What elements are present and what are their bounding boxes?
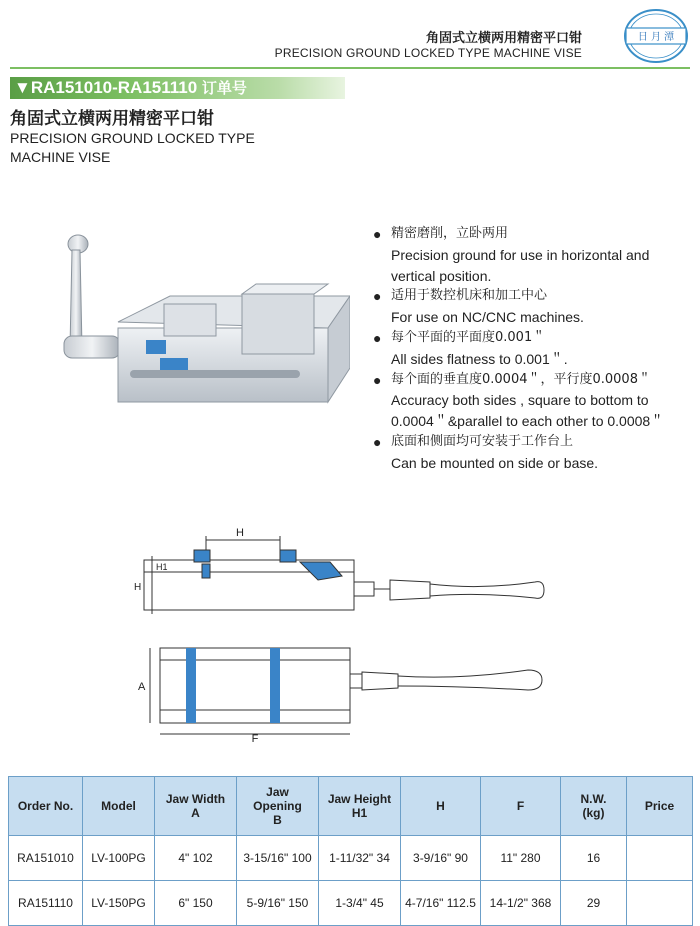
col-header-price: Price — [627, 777, 693, 836]
order-range-bar — [10, 77, 345, 99]
header-divider — [10, 67, 690, 69]
feature-item — [373, 224, 693, 286]
bullet-icon: ● — [373, 371, 382, 388]
bullet-icon: ● — [373, 226, 382, 242]
feature-cn: 每个平面的平面度0.001＂ — [391, 329, 546, 345]
cell-order-no: RA151110 — [9, 881, 83, 926]
feature-en: Can be mounted on side or base. — [391, 454, 599, 471]
table-header-row — [9, 777, 693, 836]
feature-list — [373, 224, 693, 474]
cell-jaw-width: 6" 150 — [155, 881, 237, 926]
cell-order-no: RA151010 — [9, 836, 83, 881]
feature-item — [373, 370, 693, 432]
cell-h: 4-7/16" 112.5 — [401, 881, 481, 926]
feature-en: For use on NC/CNC machines. — [391, 309, 584, 326]
cell-jaw-opening: 3-15/16" 100 — [237, 836, 319, 881]
order-suffix: 订单号 — [201, 79, 247, 97]
cell-jaw-width: 4" 102 — [155, 836, 237, 881]
cell-price — [627, 881, 693, 926]
cell-nw: 29 — [561, 881, 627, 926]
cell-jaw-opening: 5-9/16" 150 — [237, 881, 319, 926]
bullet-icon: ● — [373, 288, 382, 305]
dim-label-a: A — [138, 681, 146, 693]
dim-label-f: F — [251, 733, 259, 745]
order-range: ▼RA151010-RA151110 — [14, 78, 198, 97]
feature-cn: 适用于数控机床和加工中心 — [391, 288, 548, 304]
col-header-nw: N.W. (kg) — [561, 777, 627, 836]
col-header-jaw-opening: Jaw Opening B — [237, 777, 319, 836]
col-header-jaw-height: Jaw Height H1 — [319, 777, 401, 836]
side-view — [144, 536, 544, 614]
table-row — [9, 881, 693, 926]
cell-model: LV-100PG — [83, 836, 155, 881]
svg-text:日 月 潭: 日 月 潭 — [637, 32, 675, 43]
bullet-icon: ● — [373, 329, 382, 346]
bullet-icon: ● — [373, 433, 382, 450]
feature-en: All sides flatness to 0.001＂. — [391, 350, 568, 367]
feature-cn: 底面和侧面均可安装于工作台上 — [391, 433, 574, 449]
cell-jaw-height: 1-11/32" 34 — [319, 836, 401, 881]
product-name-en-line1: PRECISION GROUND LOCKED TYPE — [10, 130, 255, 146]
cell-jaw-height: 1-3/4" 45 — [319, 881, 401, 926]
col-header-jaw-width: Jaw Width A — [155, 777, 237, 836]
cell-h: 3-9/16" 90 — [401, 836, 481, 881]
technical-drawing — [130, 520, 550, 745]
feature-cn: 每个面的垂直度0.0004＂，平行度0.0008＂ — [391, 371, 651, 387]
feature-item — [373, 432, 693, 474]
feature-en: Accuracy both sides , square to bottom to 0.0004＂&parallel to each other to 0.0008＂ — [391, 392, 665, 430]
product-name-en — [10, 129, 255, 167]
cell-model: LV-150PG — [83, 881, 155, 926]
cell-f: 14-1/2" 368 — [481, 881, 561, 926]
header-title-cn: 角固式立横两用精密平口钳 — [425, 31, 582, 46]
feature-cn: 精密磨削，立卧两用 — [391, 226, 509, 241]
feature-item — [373, 328, 693, 370]
dim-label-h1: H1 — [156, 562, 168, 572]
product-name-cn: 角固式立横两用精密平口钳 — [10, 109, 214, 129]
cell-price — [627, 836, 693, 881]
dim-label-h-side: H — [134, 582, 142, 593]
cell-nw: 16 — [561, 836, 627, 881]
spec-table — [8, 776, 693, 926]
dim-label-h: H — [236, 527, 244, 539]
header-title-en: PRECISION GROUND LOCKED TYPE MACHINE VISE — [274, 46, 582, 60]
col-header-order-no: Order No. — [9, 777, 83, 836]
brand-logo — [622, 6, 690, 66]
table-row — [9, 836, 693, 881]
product-name-en-line2: MACHINE VISE — [10, 149, 111, 165]
feature-item — [373, 286, 693, 328]
top-view — [150, 648, 542, 734]
cell-f: 11" 280 — [481, 836, 561, 881]
col-header-h: H — [401, 777, 481, 836]
feature-en: Precision ground for use in horizontal and vertical position. — [391, 246, 650, 284]
col-header-f: F — [481, 777, 561, 836]
product-photo — [60, 228, 350, 408]
col-header-model: Model — [83, 777, 155, 836]
